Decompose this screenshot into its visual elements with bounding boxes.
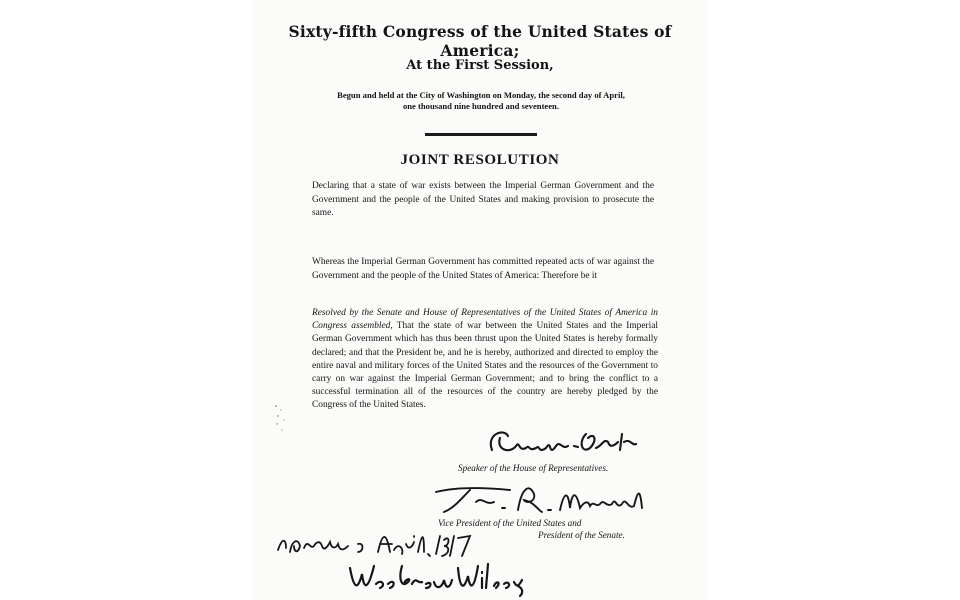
margin-speckles (272, 400, 292, 440)
vp-title-line-2: President of the Senate. (538, 530, 625, 540)
document-page (252, 0, 708, 600)
begun-line-2: one thousand nine hundred and seventeen. (402, 101, 559, 111)
speaker-signature (482, 424, 652, 460)
session-heading: At the First Session, (406, 58, 554, 73)
begun-line-1: Begun and held at the City of Washington on Monday, the second day of April, (337, 90, 625, 100)
begun-text (272, 90, 690, 112)
resolved-paragraph (312, 307, 658, 413)
vp-signature (430, 482, 660, 518)
whereas-paragraph: Whereas the Imperial German Government has committed repeated acts of war against the Government and the people of the United States of America: Therefore be it (312, 257, 654, 281)
resolved-body: That the state of war between the United States and the Imperial German Government which has thus been thrust upon the United States is hereby formally declared; and that the President be, and he is hereby, authorized and directed to employ the entire naval and military forces of the United States and the resources of the Government to carry on war against the Imperial German Government; and to bring the conflict to a successful termination all of the resources of the country are hereby pledged by the Congress of the United States. (312, 321, 658, 411)
president-signature (346, 560, 526, 598)
document-title: Sixty-fifth Congress of the United States of America; (288, 22, 672, 60)
resolved-enacting-clause: Resolved by the Senate and House of Representatives of the United States of America in Congress assembled, (312, 308, 658, 332)
divider-rule (425, 133, 537, 136)
vp-title-line-1: Vice President of the United States and (438, 518, 582, 528)
declaring-paragraph: Declaring that a state of war exists between the Imperial German Government and the Government and the people of the United States and making provision to prosecute the same. (312, 181, 654, 218)
approved-handwritten-note (274, 524, 474, 560)
resolution-heading: JOINT RESOLUTION (400, 152, 560, 168)
speaker-title: Speaker of the House of Representatives. (458, 463, 609, 473)
